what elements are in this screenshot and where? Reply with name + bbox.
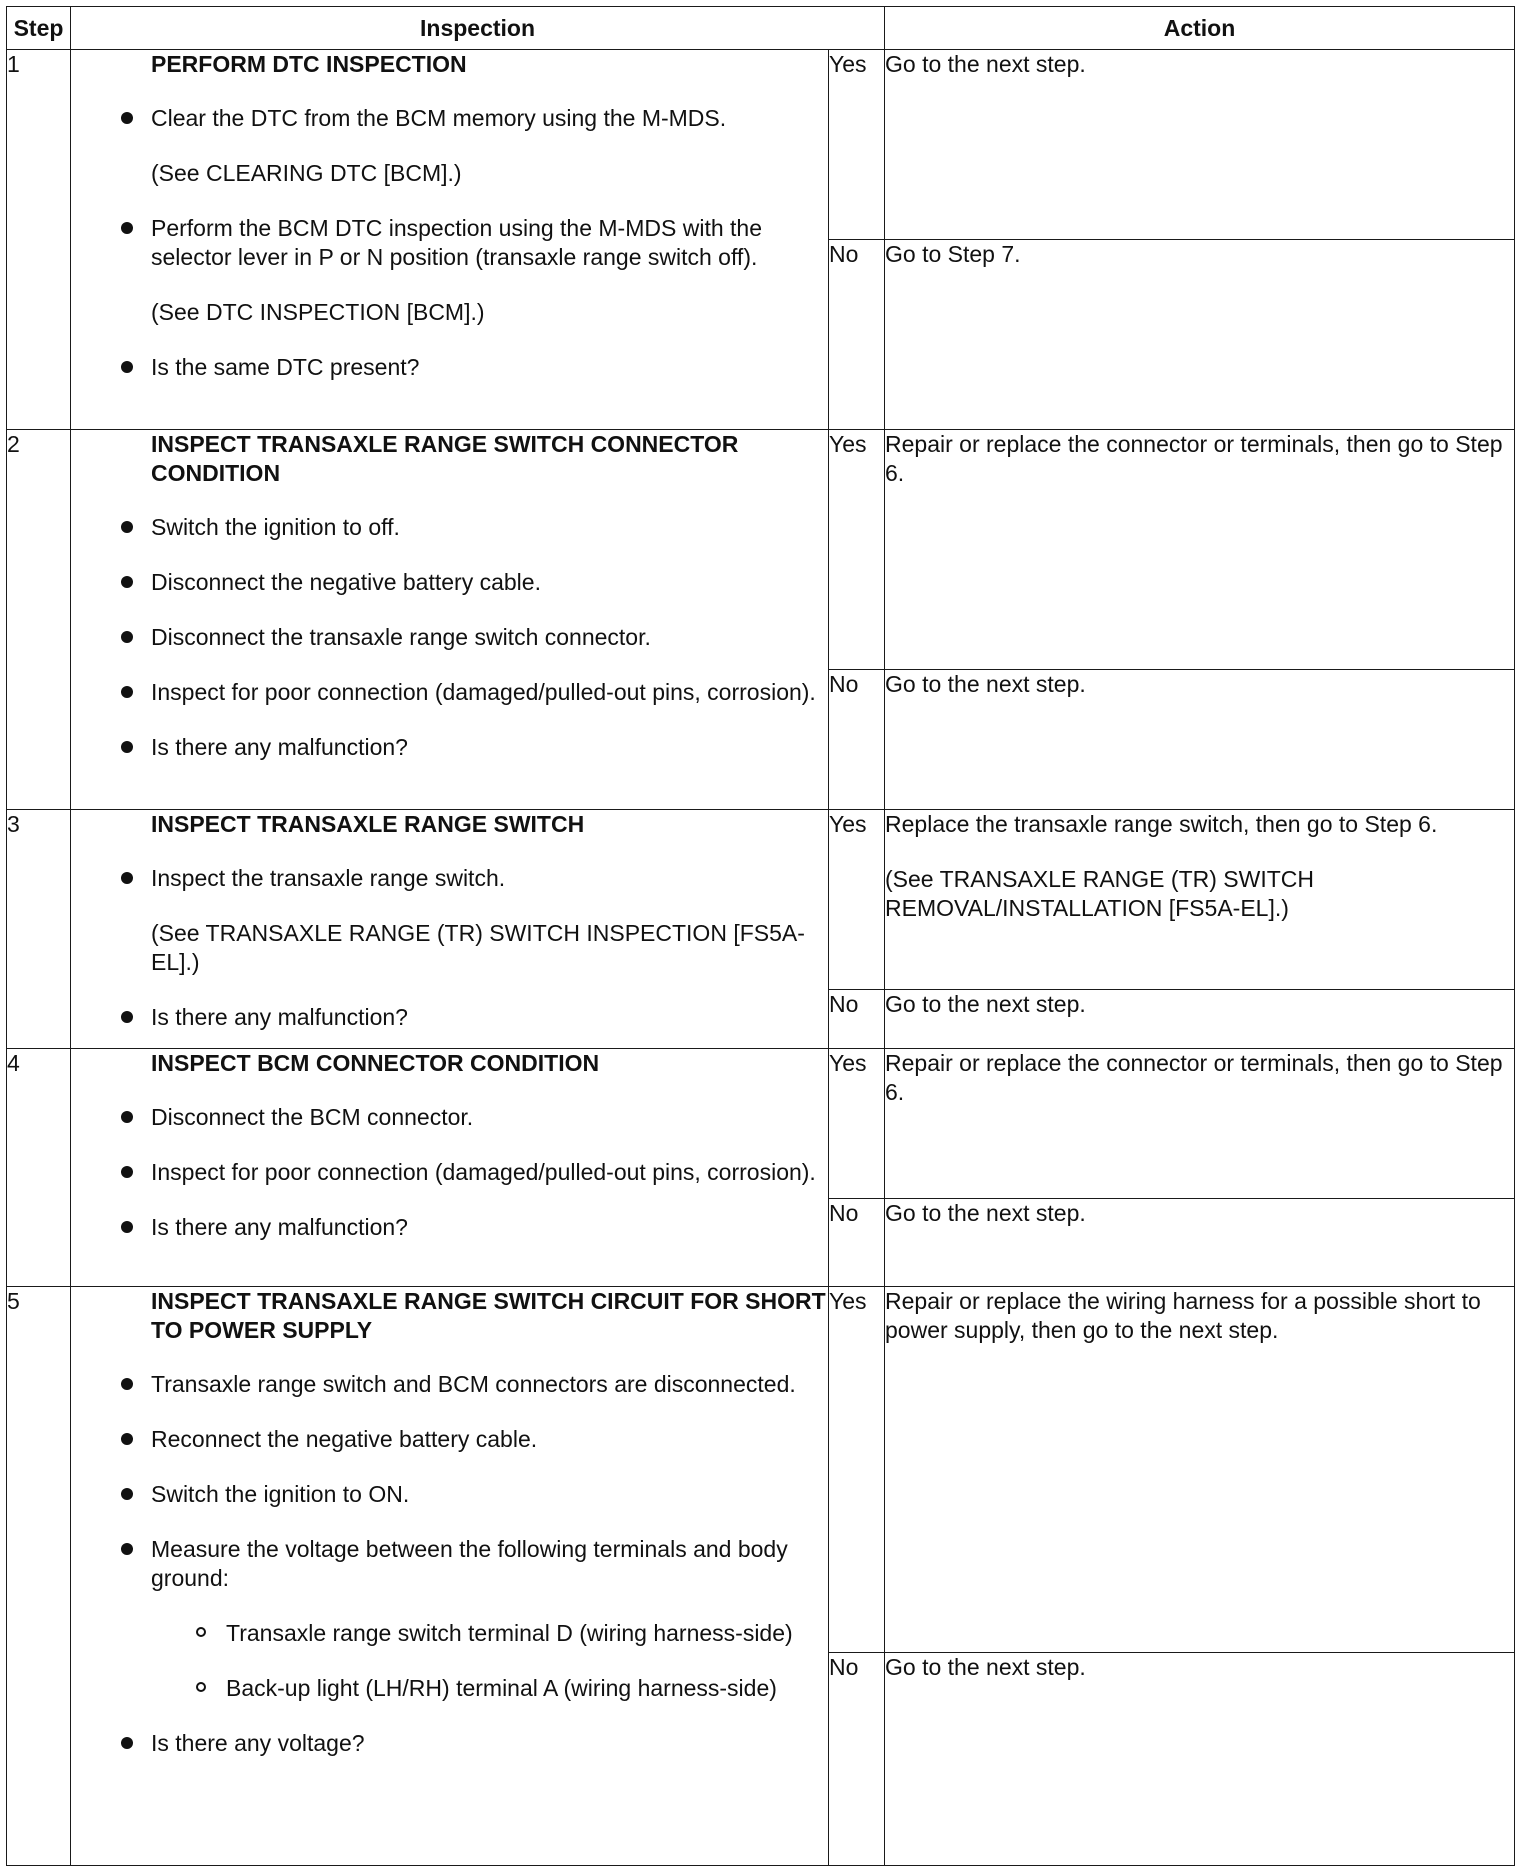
inspection-question: Is there any malfunction?	[71, 733, 828, 762]
no-action	[885, 240, 1515, 430]
header-step: Step	[7, 7, 71, 50]
inspection-bullet: Inspect for poor connection (damaged/pulled-out pins, corrosion).	[71, 1158, 828, 1187]
step-title: INSPECT TRANSAXLE RANGE SWITCH CIRCUIT FOR SHORT TO POWER SUPPLY	[151, 1288, 826, 1343]
yes-label: Yes	[829, 1049, 885, 1199]
inspection-bullet: Transaxle range switch and BCM connectors are disconnected.	[71, 1370, 828, 1399]
inspection-bullet: Perform the BCM DTC inspection using the M-MDS with the selector lever in P or N position (transaxle range switch off).	[71, 214, 828, 272]
step-title: PERFORM DTC INSPECTION	[151, 51, 467, 77]
header-inspection: Inspection	[71, 7, 885, 50]
reference-note: (See DTC INSPECTION [BCM].)	[151, 299, 485, 325]
no-label: No	[829, 670, 885, 810]
action-text: Repair or replace the wiring harness for a possible short to power supply, then go to the next step.	[885, 1288, 1481, 1343]
no-label: No	[829, 1199, 885, 1287]
step-number: 2	[7, 430, 71, 810]
diagnostic-procedure-table	[6, 6, 1515, 1866]
step-row-yes	[7, 430, 1515, 670]
yes-action	[885, 1287, 1515, 1653]
inspection-bullet: Inspect for poor connection (damaged/pulled-out pins, corrosion).	[71, 678, 828, 707]
no-label: No	[829, 990, 885, 1049]
step-title: INSPECT TRANSAXLE RANGE SWITCH	[151, 811, 585, 837]
inspection-question: Is there any malfunction?	[71, 1003, 828, 1032]
inspection-question: Is there any voltage?	[71, 1729, 828, 1758]
no-action	[885, 670, 1515, 810]
action-text: Repair or replace the connector or terminals, then go to Step 6.	[885, 431, 1503, 486]
inspection-bullet: Inspect the transaxle range switch.	[71, 864, 828, 893]
no-action	[885, 1199, 1515, 1287]
action-reference-note: (See TRANSAXLE RANGE (TR) SWITCH REMOVAL/INSTALLATION [FS5A-EL].)	[885, 866, 1314, 921]
action-text: Go to the next step.	[885, 1200, 1086, 1226]
action-text: Go to the next step.	[885, 1654, 1086, 1680]
action-text: Go to Step 7.	[885, 241, 1021, 267]
inspection-bullet: Reconnect the negative battery cable.	[71, 1425, 828, 1454]
inspection-cell	[71, 430, 829, 810]
yes-label: Yes	[829, 430, 885, 670]
no-action	[885, 990, 1515, 1049]
step-title: INSPECT BCM CONNECTOR CONDITION	[151, 1050, 600, 1076]
inspection-cell	[71, 50, 829, 430]
action-text: Go to the next step.	[885, 51, 1086, 77]
inspection-cell	[71, 810, 829, 1049]
no-label: No	[829, 1653, 885, 1866]
inspection-cell	[71, 1049, 829, 1287]
inspection-question: Is the same DTC present?	[71, 353, 828, 382]
table-header-row	[7, 7, 1515, 50]
action-text: Repair or replace the connector or terminals, then go to Step 6.	[885, 1050, 1503, 1105]
yes-label: Yes	[829, 810, 885, 990]
action-text: Go to the next step.	[885, 991, 1086, 1017]
reference-note: (See CLEARING DTC [BCM].)	[151, 160, 462, 186]
terminal-sub-item: Transaxle range switch terminal D (wiring harness-side)	[71, 1619, 828, 1648]
yes-label: Yes	[829, 50, 885, 240]
step-number: 4	[7, 1049, 71, 1287]
step-title: INSPECT TRANSAXLE RANGE SWITCH CONNECTOR CONDITION	[151, 431, 739, 486]
action-text: Go to the next step.	[885, 671, 1086, 697]
step-row-yes	[7, 1287, 1515, 1653]
inspection-bullet: Measure the voltage between the following terminals and body ground:	[71, 1535, 828, 1593]
step-number: 1	[7, 50, 71, 430]
inspection-bullet: Disconnect the transaxle range switch connector.	[71, 623, 828, 652]
no-action	[885, 1653, 1515, 1866]
terminal-sub-item: Back-up light (LH/RH) terminal A (wiring harness-side)	[71, 1674, 828, 1703]
inspection-bullet: Disconnect the BCM connector.	[71, 1103, 828, 1132]
step-row-yes	[7, 810, 1515, 990]
inspection-question: Is there any malfunction?	[71, 1213, 828, 1242]
inspection-cell	[71, 1287, 829, 1866]
no-label: No	[829, 240, 885, 430]
step-row-yes	[7, 1049, 1515, 1199]
step-number: 3	[7, 810, 71, 1049]
inspection-bullet: Disconnect the negative battery cable.	[71, 568, 828, 597]
yes-action	[885, 810, 1515, 990]
inspection-bullet: Clear the DTC from the BCM memory using the M-MDS.	[71, 104, 828, 133]
inspection-bullet: Switch the ignition to ON.	[71, 1480, 828, 1509]
yes-action	[885, 1049, 1515, 1199]
yes-label: Yes	[829, 1287, 885, 1653]
step-number: 5	[7, 1287, 71, 1866]
inspection-bullet: Switch the ignition to off.	[71, 513, 828, 542]
header-action: Action	[885, 7, 1515, 50]
yes-action	[885, 430, 1515, 670]
yes-action	[885, 50, 1515, 240]
action-text: Replace the transaxle range switch, then go to Step 6.	[885, 811, 1438, 837]
step-row-yes	[7, 50, 1515, 240]
reference-note: (See TRANSAXLE RANGE (TR) SWITCH INSPECTION [FS5A-EL].)	[151, 920, 805, 975]
